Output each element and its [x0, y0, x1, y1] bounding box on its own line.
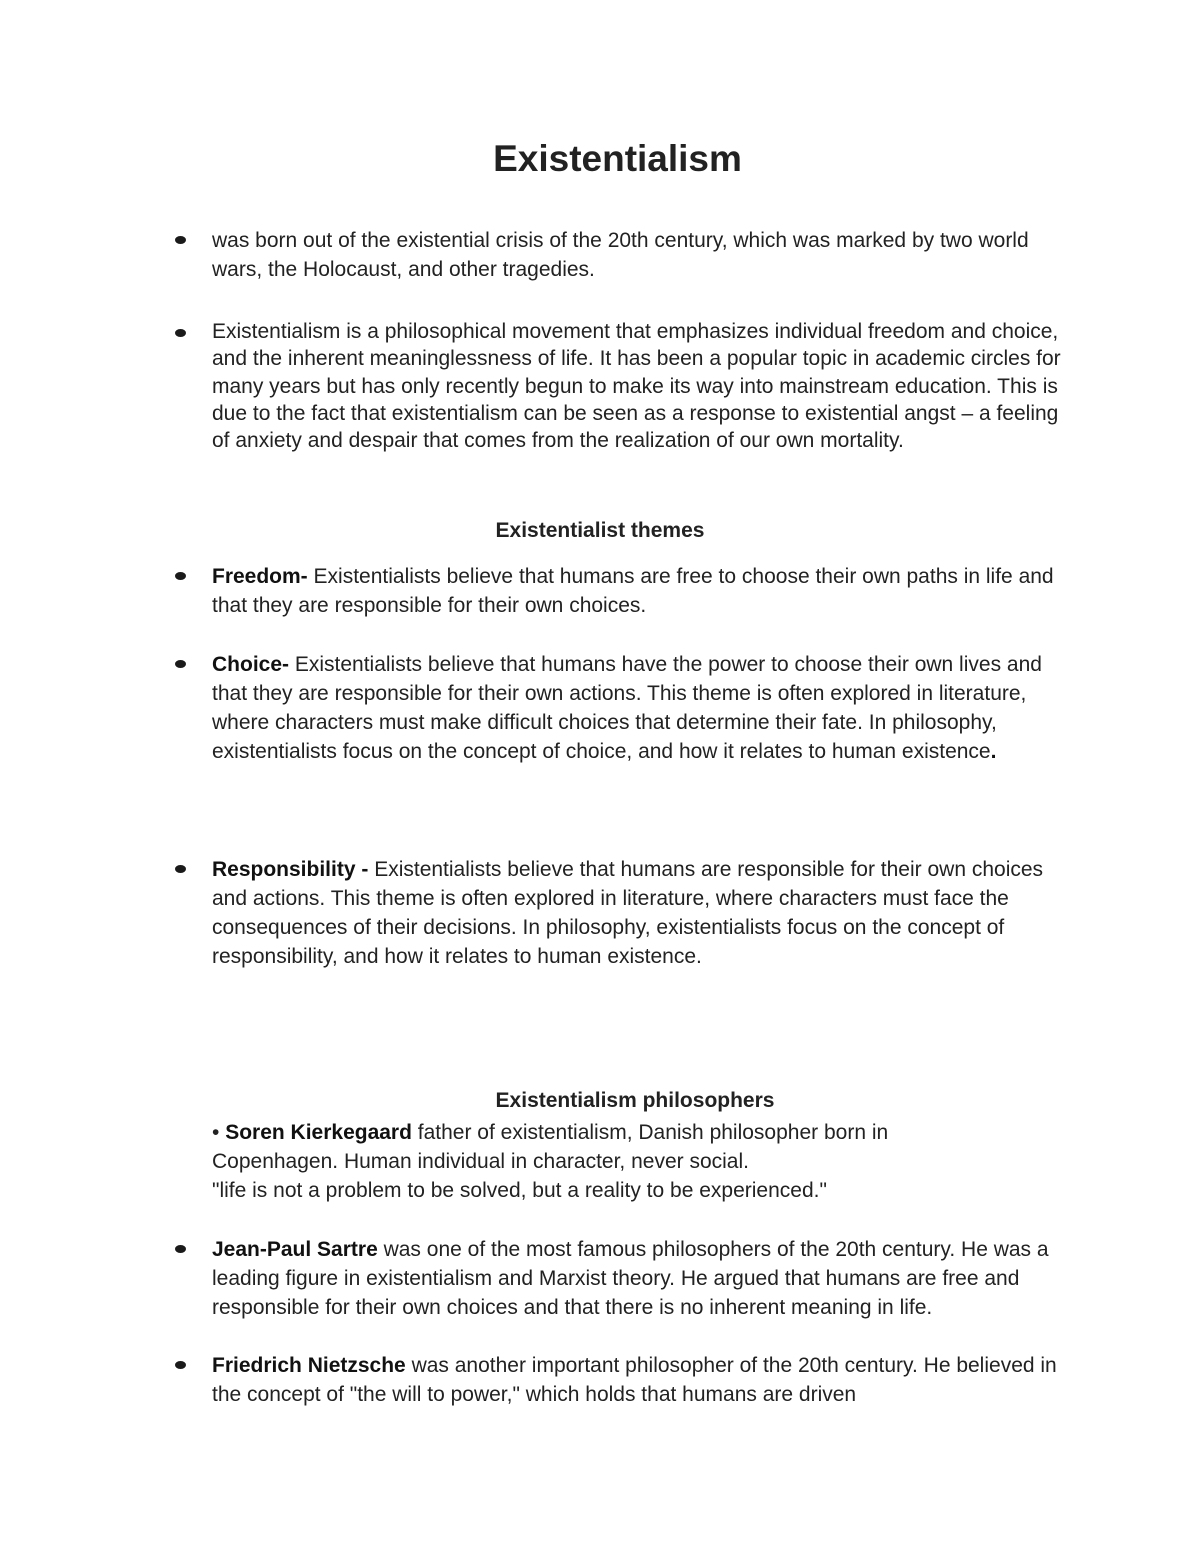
page-title: Existentialism	[493, 138, 742, 179]
bullet-icon	[175, 1245, 186, 1253]
theme-text-responsibility: Existentialists believe that humans are responsible for their own choices and actions. This theme is often explored in literature, where characters must face the consequences of their decisions. In philosophy, existentialists focus on the concept of responsibility, and how it relates to human existence.	[212, 858, 1044, 968]
philosopher-text-nietzsche: was another important philosopher of the 20th century. He believed in the concept of "the will to power," which holds that humans are driven	[212, 1354, 1057, 1406]
theme-term-responsibility: Responsibility -	[212, 858, 369, 881]
bullet-icon	[175, 572, 186, 580]
bullet-icon	[175, 865, 186, 873]
intro-paragraph-1	[212, 226, 1062, 284]
theme-text-choice: Existentialists believe that humans have the power to choose their own lives and that they are responsible for their own actions. This theme is often explored in literature, where characters must make difficult choices that determine their fate. In philosophy, existentialists focus on the concept of choice, and how it relates to human existence	[212, 653, 1042, 763]
kierkegaard-quote: "life is not a problem to be solved, but a reality to be experienced."	[212, 1179, 827, 1202]
theme-choice-period: .	[990, 740, 997, 763]
philosopher-text-kierkegaard: father of existentialism, Danish philosopher born in Copenhagen. Human individual in character, never social.	[212, 1121, 889, 1173]
intro-paragraph-2	[212, 318, 1074, 454]
theme-responsibility	[212, 855, 1062, 971]
philosopher-kierkegaard	[212, 1118, 992, 1205]
theme-freedom	[212, 562, 1072, 620]
philosopher-name-sartre: Jean-Paul Sartre	[212, 1238, 378, 1261]
intro-text-1: was born out of the existential crisis of the 20th century, which was marked by two world wars, the Holocaust, and other tragedies.	[212, 229, 1029, 281]
intro-text-2: Existentialism is a philosophical movement that emphasizes individual freedom and choice, and the inherent meaninglessness of life. It has been a popular topic in academic circles for many years but has only recently begun to make its way into mainstream education. This is due to the fact that existentialism can be seen as a response to existential angst – a feeling of anxiety and despair that comes from the realization of our own mortality.	[212, 320, 1061, 453]
philosopher-nietzsche	[212, 1351, 1062, 1409]
bullet-icon	[175, 660, 186, 668]
theme-term-choice: Choice-	[212, 653, 290, 676]
bullet-icon	[175, 1361, 186, 1369]
bullet-icon	[175, 236, 186, 244]
philosopher-text-sartre: was one of the most famous philosophers of the 20th century. He was a leading figure in existentialism and Marxist theory. He argued that humans are free and responsible for their own choices and that there is no inherent meaning in life.	[212, 1238, 1049, 1319]
kierkegaard-marker: •	[212, 1121, 226, 1144]
themes-heading: Existentialist themes	[495, 519, 705, 542]
philosopher-name-nietzsche: Friedrich Nietzsche	[212, 1354, 406, 1377]
philosophers-heading: Existentialism philosophers	[495, 1089, 775, 1112]
bullet-icon	[175, 329, 186, 337]
theme-term-freedom: Freedom-	[212, 565, 308, 588]
philosopher-sartre	[212, 1235, 1062, 1322]
theme-text-freedom: Existentialists believe that humans are free to choose their own paths in life and that they are responsible for their own choices.	[212, 565, 1054, 617]
theme-choice	[212, 650, 1072, 766]
philosopher-name-kierkegaard: Soren Kierkegaard	[225, 1121, 412, 1144]
